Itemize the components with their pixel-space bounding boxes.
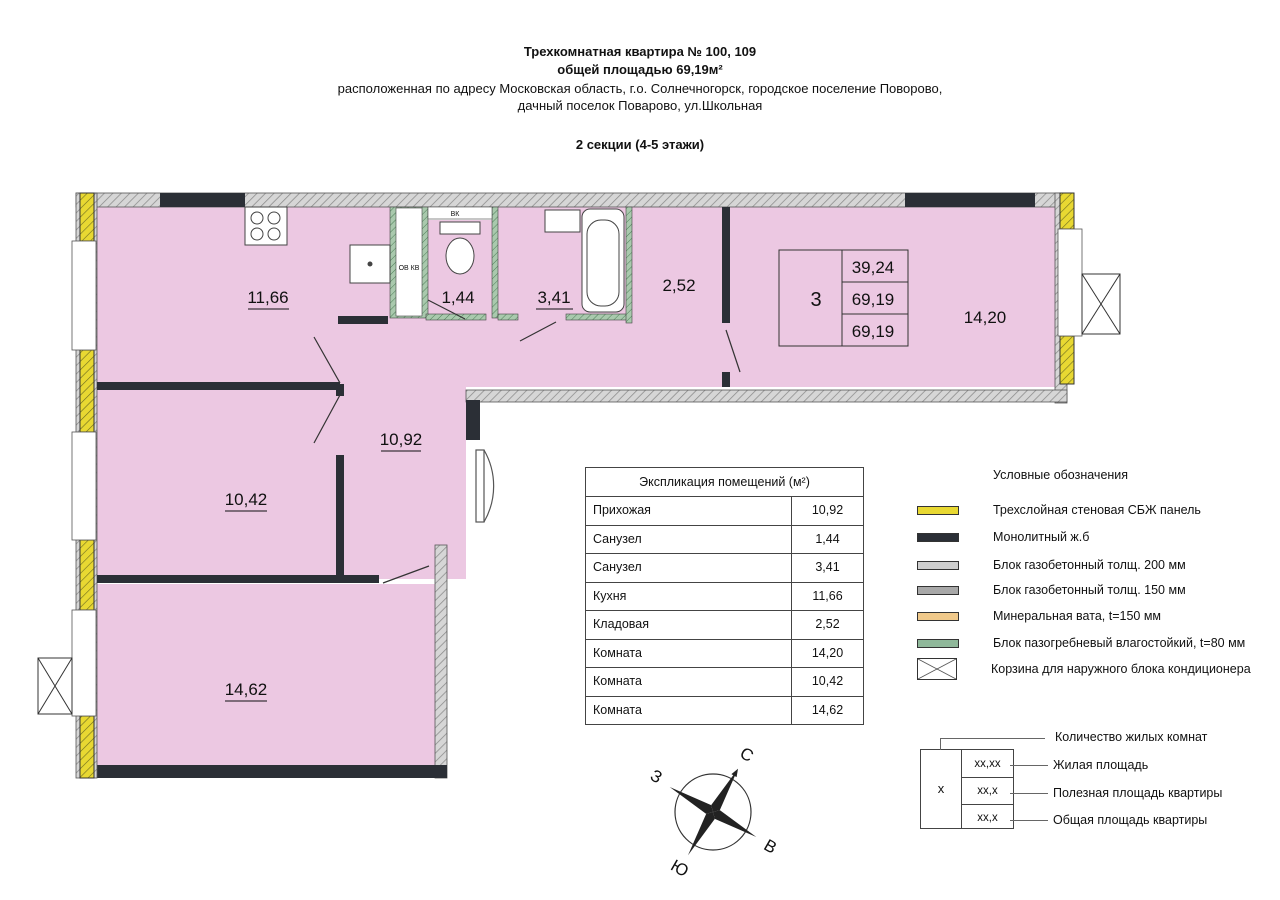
explication-row <box>586 611 863 640</box>
legend-label: Блок пазогребневый влагостойкий, t=80 мм <box>993 636 1246 650</box>
explication-room-area: 3,41 <box>815 560 840 574</box>
explication-table <box>585 467 864 725</box>
explication-row <box>586 668 863 697</box>
explication-room-name: Прихожая <box>586 497 792 525</box>
explication-row <box>586 526 863 555</box>
legend-swatch <box>917 639 959 648</box>
explication-room-name: Комната <box>586 668 792 696</box>
explication-room-name: Комната <box>586 640 792 668</box>
compass-west: З <box>647 765 666 788</box>
legend-item <box>917 527 1089 547</box>
vk-label: ВК <box>450 211 460 218</box>
section-line: 2 секции (4-5 этажи) <box>575 137 705 152</box>
room-area-right: 14,20 <box>963 308 1007 327</box>
explication-room-name: Кладовая <box>586 611 792 639</box>
key-leader-living <box>1010 765 1048 766</box>
legend-swatch <box>917 612 959 621</box>
room-area-storage: 2,52 <box>662 276 696 295</box>
key-leader-rooms <box>940 738 1045 739</box>
title-line-1: Трехкомнатная квартира № 100, 109 <box>523 44 757 59</box>
key-label-rooms: Количество жилых комнат <box>1055 730 1208 744</box>
explication-room-name: Кухня <box>586 583 792 611</box>
legend-swatch <box>917 506 959 515</box>
explication-row <box>586 697 863 725</box>
explication-room-area: 14,20 <box>811 645 844 660</box>
summary-total: 69,19 <box>851 322 895 341</box>
key-cell-useful: хх,х <box>962 778 1013 805</box>
legend-label: Трехслойная стеновая СБЖ панель <box>993 503 1201 517</box>
summary-rooms-count: 3 <box>810 289 822 311</box>
address-line-2: дачный поселок Поварово, ул.Школьная <box>517 98 763 113</box>
compass-north: С <box>736 743 757 766</box>
legend-label: Блок газобетонный толщ. 150 мм <box>993 583 1186 597</box>
key-cell-total: хх,х <box>977 812 998 824</box>
explication-row <box>586 497 863 526</box>
explication-row <box>586 583 863 612</box>
legend-item <box>917 580 1186 600</box>
compass <box>645 743 782 881</box>
legend-title: Условные обозначения <box>993 468 1129 482</box>
key-label-total: Общая площадь квартиры <box>1053 813 1208 827</box>
room-mid-fill <box>97 390 340 578</box>
explication-row <box>586 554 863 583</box>
washbasin-icon <box>545 210 580 232</box>
explication-room-area: 10,42 <box>811 674 844 688</box>
explication-title: Экспликация помещений (м²) <box>586 468 863 497</box>
key-label-living: Жилая площадь <box>1053 758 1149 772</box>
room-area-bottom: 14,62 <box>224 680 268 699</box>
key-box <box>920 749 1014 829</box>
room-area-hall: 10,92 <box>379 430 423 449</box>
key-leader-total <box>1010 820 1048 821</box>
legend-swatch <box>917 533 959 542</box>
summary-useful: 69,19 <box>851 290 895 309</box>
explication-room-name: Комната <box>586 697 792 725</box>
summary-living: 39,24 <box>851 258 895 277</box>
stove-icon <box>245 207 287 245</box>
legend-label: Минеральная вата, t=150 мм <box>993 609 1162 623</box>
legend-swatch <box>917 658 957 680</box>
key-cell-living: хх,хх <box>962 751 1013 778</box>
explication-room-area: 1,44 <box>815 531 840 546</box>
legend-label: Монолитный ж.б <box>993 530 1090 544</box>
explication-room-name: Санузел <box>586 526 792 554</box>
legend-item <box>917 500 1201 520</box>
toilet-bowl-icon <box>446 238 474 274</box>
explication-row <box>586 640 863 669</box>
toilet-tank-icon <box>440 222 480 234</box>
key-leader-rooms-v <box>940 738 941 750</box>
key-x: х <box>921 750 962 828</box>
legend-label: Блок газобетонный толщ. 200 мм <box>993 558 1186 572</box>
compass-east: В <box>760 835 780 858</box>
explication-room-area: 14,62 <box>811 702 844 717</box>
room-area-kitchen: 11,66 <box>247 288 289 307</box>
compass-south: Ю <box>667 855 692 881</box>
explication-room-area: 11,66 <box>812 588 843 603</box>
legend-item <box>917 633 1245 653</box>
room-bottom-fill <box>97 584 435 766</box>
address-line-1: расположенная по адресу Московская область, г.о. Солнечногорск, городское поселение Поворово, <box>337 81 943 96</box>
storage-fill <box>632 207 724 323</box>
hall-fill <box>340 318 730 387</box>
key-leader-useful <box>1010 793 1048 794</box>
room-area-mid: 10,42 <box>224 490 268 509</box>
legend-item <box>917 606 1161 626</box>
legend-item <box>917 659 1251 679</box>
room-area-bath2: 3,41 <box>537 288 571 307</box>
ov-kv-label: ОВ КВ <box>398 265 420 272</box>
legend-swatch <box>917 586 959 595</box>
explication-room-area: 10,92 <box>811 503 844 517</box>
explication-room-name: Санузел <box>586 554 792 582</box>
legend-swatch <box>917 561 959 570</box>
explication-room-area: 2,52 <box>815 617 840 631</box>
title-line-2: общей площадью 69,19м² <box>557 62 723 77</box>
key-label-useful: Полезная площадь квартиры <box>1053 786 1223 800</box>
legend-label: Корзина для наружного блока кондиционера <box>991 662 1251 676</box>
room-area-bath1: 1,44 <box>441 288 475 307</box>
legend-item <box>917 555 1186 575</box>
